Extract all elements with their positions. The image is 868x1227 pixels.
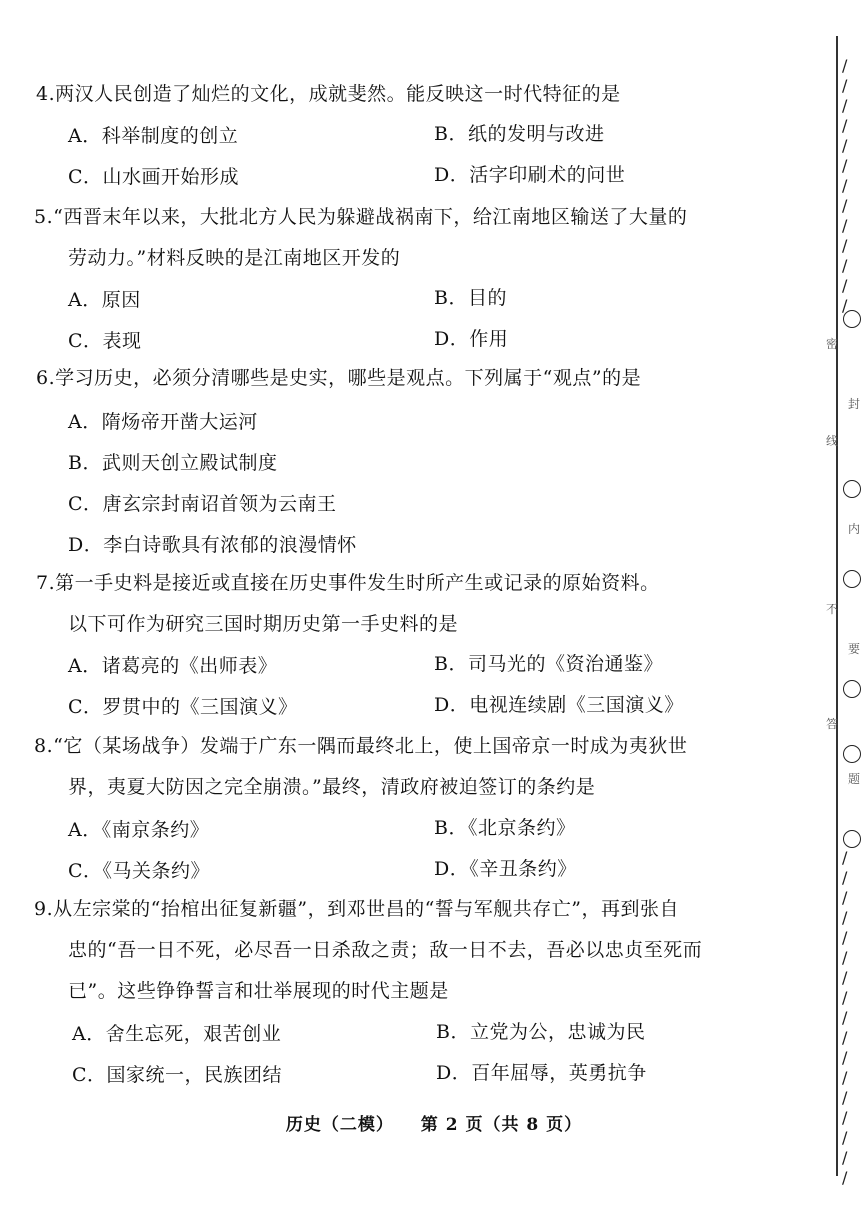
binding-slash-mark: /	[842, 196, 848, 215]
question-6-option-b: B．武则天创立殿试制度	[68, 452, 278, 474]
question-9-option-b: B．立党为公，忠诚为民	[436, 1021, 646, 1043]
binding-hole-circle	[843, 310, 861, 328]
binding-slash-mark: /	[842, 948, 848, 967]
question-9-option-c: C．国家统一，民族团结	[72, 1064, 283, 1086]
question-9-stem-line-3: 已”。这些铮铮誓言和壮举展现的时代主题是	[68, 980, 449, 1002]
question-5-stem-line-2: 劳动力。”材料反映的是江南地区开发的	[68, 247, 401, 269]
binding-slash-mark: /	[842, 156, 848, 175]
binding-slash-mark: /	[842, 1068, 848, 1087]
question-8-stem-line-1: 8.“它（某场战争）发端于广东一隅而最终北上，使上国帝京一时成为夷狄世	[34, 735, 688, 757]
binding-slash-mark: /	[842, 1008, 848, 1027]
binding-margin-label: 题	[848, 772, 861, 786]
question-8-option-b: B．《北京条约》	[434, 817, 576, 839]
binding-slash-mark: /	[842, 968, 848, 987]
question-7-stem-line-1: 7.第一手史料是接近或直接在历史事件发生时所产生或记录的原始资料。	[36, 572, 660, 594]
footer-page-number: 第 2 页（共 8 页）	[420, 1115, 583, 1135]
binding-slash-mark: /	[842, 1048, 848, 1067]
binding-margin-label: 封	[848, 397, 861, 411]
question-5-option-a: A．原因	[68, 289, 141, 311]
binding-hole-circle	[843, 830, 861, 848]
question-8-stem-line-2: 界，夷夏大防因之完全崩溃。”最终，清政府被迫签订的条约是	[68, 776, 596, 798]
question-9-stem-line-2: 忠的“吾一日不死，必尽吾一日杀敌之责；敌一日不去，吾必以忠贞至死而	[68, 939, 703, 961]
question-8-option-a: A．《南京条约》	[68, 819, 210, 841]
binding-slash-mark: /	[842, 76, 848, 95]
binding-margin-label: 内	[848, 522, 861, 536]
binding-slash-mark: /	[842, 256, 848, 275]
binding-slash-mark: /	[842, 176, 848, 195]
binding-hole-circle	[843, 745, 861, 763]
binding-slash-mark: /	[842, 136, 848, 155]
page-footer	[0, 1110, 868, 1135]
binding-slash-mark: /	[842, 848, 848, 867]
question-8-option-d: D．《辛丑条约》	[434, 858, 577, 880]
binding-margin-label: 不	[826, 602, 839, 616]
binding-margin-label: 线	[826, 434, 839, 448]
binding-slash-mark: /	[842, 888, 848, 907]
binding-slash-mark: /	[842, 1108, 848, 1127]
binding-slash-mark: /	[842, 908, 848, 927]
binding-slash-mark: /	[842, 116, 848, 135]
binding-slash-mark: /	[842, 868, 848, 887]
question-7-option-d: D．电视连续剧《三国演义》	[434, 694, 684, 716]
question-4-option-a: A．科举制度的创立	[68, 125, 239, 147]
binding-margin-label: 要	[848, 642, 861, 656]
binding-slash-mark: /	[842, 276, 848, 295]
footer-subject: 历史（二模）	[285, 1115, 394, 1135]
binding-slash-mark: /	[842, 56, 848, 75]
binding-hole-circle	[843, 480, 861, 498]
question-4-option-c: C．山水画开始形成	[68, 166, 240, 188]
binding-slash-mark: /	[842, 1168, 848, 1187]
question-5-option-c: C．表现	[68, 330, 142, 352]
binding-hole-circle	[843, 570, 861, 588]
binding-margin-label: 答	[826, 717, 839, 731]
question-7-stem-line-2: 以下可作为研究三国时期历史第一手史料的是	[68, 613, 459, 635]
question-4-option-b: B．纸的发明与改进	[434, 123, 605, 145]
question-7-option-c: C．罗贯中的《三国演义》	[68, 696, 298, 718]
question-9-option-d: D．百年屈辱，英勇抗争	[436, 1062, 647, 1084]
binding-slash-mark: /	[842, 216, 848, 235]
question-9-stem-line-1: 9.从左宗棠的“抬棺出征复新疆”，到邓世昌的“誓与军舰共存亡”，再到张自	[34, 898, 679, 920]
question-4-option-d: D．活字印刷术的问世	[434, 164, 626, 186]
binding-hole-circle	[843, 680, 861, 698]
binding-margin-label: 密	[826, 337, 839, 351]
question-5-stem-line-1: 5.“西晋末年以来，大批北方人民为躲避战祸南下，给江南地区输送了大量的	[34, 206, 688, 228]
question-7-option-a: A．诸葛亮的《出师表》	[68, 655, 278, 677]
binding-slash-mark: /	[842, 1128, 848, 1147]
binding-slash-mark: /	[842, 1028, 848, 1047]
question-4-stem: 4.两汉人民创造了灿烂的文化，成就斐然。能反映这一时代特征的是	[36, 83, 621, 105]
binding-slash-mark: /	[842, 96, 848, 115]
binding-slash-mark: /	[842, 236, 848, 255]
question-5-option-d: D．作用	[434, 328, 509, 350]
binding-slash-mark: /	[842, 1148, 848, 1167]
question-9-option-a: A．舍生忘死，艰苦创业	[72, 1023, 282, 1045]
question-7-option-b: B．司马光的《资治通鉴》	[434, 653, 663, 675]
binding-slash-mark: /	[842, 988, 848, 1007]
question-5-option-b: B．目的	[434, 287, 507, 309]
question-6-option-c: C．唐玄宗封南诏首领为云南王	[68, 493, 337, 515]
binding-slash-mark: /	[842, 296, 848, 315]
binding-slash-mark: /	[842, 1088, 848, 1107]
question-6-stem: 6.学习历史，必须分清哪些是史实，哪些是观点。下列属于“观点”的是	[36, 367, 642, 389]
question-8-option-c: C．《马关条约》	[68, 860, 211, 882]
binding-slash-mark: /	[842, 928, 848, 947]
question-6-option-d: D．李白诗歌具有浓郁的浪漫情怀	[68, 534, 357, 556]
question-6-option-a: A．隋炀帝开凿大运河	[68, 411, 258, 433]
